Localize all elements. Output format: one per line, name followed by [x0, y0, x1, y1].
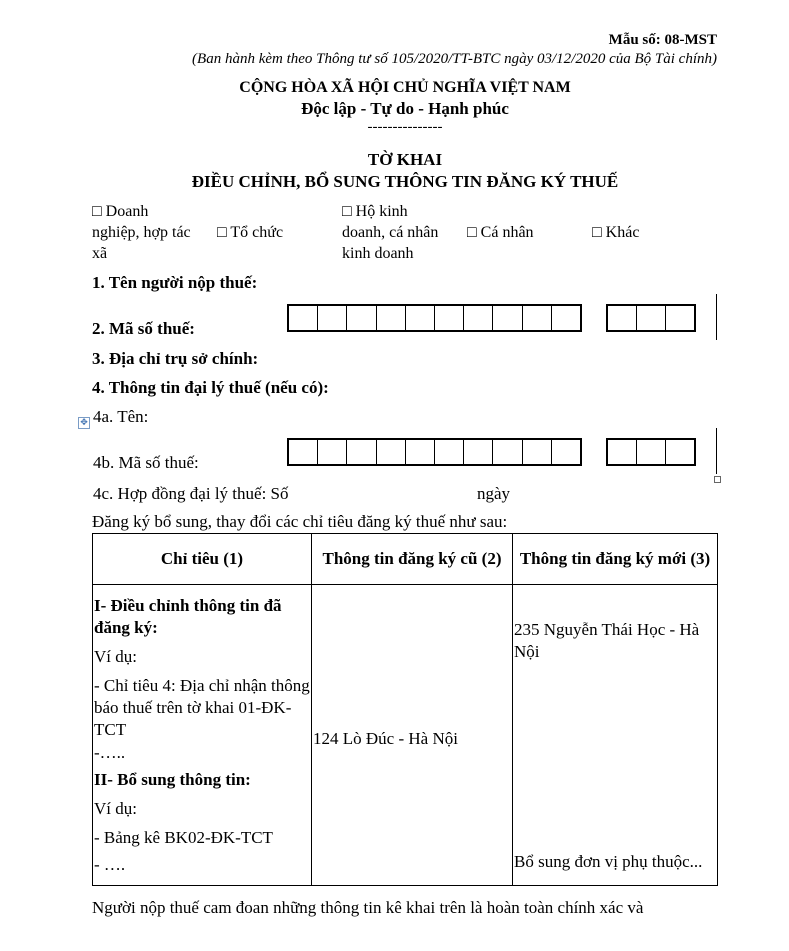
- form-number: Mẫu số: 08-MST: [608, 32, 717, 48]
- motto: Độc lập - Tự do - Hạnh phúc: [301, 99, 509, 118]
- form-title: TỜ KHAI: [367, 150, 443, 169]
- table-resize-handle-icon[interactable]: [714, 476, 721, 483]
- type-household-label: Hộ kinh: [355, 203, 408, 220]
- type-enterprise-label: Doanh: [105, 203, 149, 220]
- checkbox-icon[interactable]: □: [92, 203, 102, 220]
- type-organization-label: Tổ chức: [230, 224, 284, 241]
- table-move-handle-icon[interactable]: ✥: [78, 417, 90, 429]
- checkbox-icon[interactable]: □: [217, 224, 227, 241]
- nation-name: CỘNG HÒA XÃ HỘI CHỦ NGHĨA VIỆT NAM: [239, 79, 571, 96]
- new-address-value: 235 Nguyễn Thái Học - Hà Nội: [514, 620, 700, 662]
- form-subtitle: ĐIỀU CHỈNH, BỔ SUNG THÔNG TIN ĐĂNG KÝ THUẾ: [191, 172, 619, 191]
- type-other-label: Khác: [605, 224, 640, 241]
- new-info-cell[interactable]: [513, 585, 718, 886]
- taxpayer-name-label: 1. Tên người nộp thuế:: [92, 273, 258, 292]
- example-label: Ví dụ:: [94, 798, 137, 818]
- header-divider: ---------------: [367, 119, 443, 135]
- criteria-dots: - ….: [94, 854, 126, 874]
- criteria-dots: -…..: [94, 742, 126, 762]
- type-other[interactable]: [592, 222, 639, 243]
- criteria-item: - Bảng kê BK02-ĐK-TCT: [94, 827, 273, 847]
- intro-text: Đăng ký bổ sung, thay đổi các chỉ tiêu đăng ký thuế như sau:: [92, 512, 508, 531]
- checkbox-icon[interactable]: □: [592, 224, 602, 241]
- tax-code-branch-boxes[interactable]: [606, 304, 696, 332]
- margin-line: [716, 428, 717, 474]
- agent-contract-label: 4c. Hợp đồng đại lý thuế: Số: [93, 484, 289, 503]
- checkbox-icon[interactable]: □: [467, 224, 477, 241]
- agent-contract-date-label: ngày: [477, 484, 511, 503]
- checkbox-icon[interactable]: □: [342, 203, 352, 220]
- header-criteria: Chỉ tiêu (1): [93, 534, 312, 585]
- type-enterprise[interactable]: [92, 201, 191, 264]
- header-new-info: Thông tin đăng ký mới (3): [513, 534, 718, 585]
- tax-code-label: 2. Mã số thuế:: [92, 319, 195, 338]
- example-label: Ví dụ:: [94, 647, 137, 667]
- type-enterprise-label-3: xã: [92, 245, 108, 262]
- supplement-value: Bổ sung đơn vị phụ thuộc...: [514, 852, 703, 871]
- old-address-value: 124 Lò Đúc - Hà Nội: [313, 728, 458, 748]
- agent-tax-code-boxes[interactable]: [287, 438, 582, 466]
- type-enterprise-label-2: nghiệp, hợp tác: [92, 224, 191, 241]
- footer-declaration: Người nộp thuế cam đoan những thông tin kê khai trên là hoàn toàn chính xác và: [92, 898, 644, 917]
- old-info-cell[interactable]: [312, 585, 513, 886]
- agent-name-label: 4a. Tên:: [93, 407, 149, 426]
- tax-code-boxes[interactable]: [287, 304, 582, 332]
- type-household-label-3: kinh doanh: [342, 245, 414, 262]
- tax-agent-info-label: 4. Thông tin đại lý thuế (nếu có):: [92, 378, 329, 397]
- type-household-label-2: doanh, cá nhân: [342, 224, 439, 241]
- header-old-info: Thông tin đăng ký cũ (2): [312, 534, 513, 585]
- type-household[interactable]: [342, 201, 438, 264]
- issued-by-note: (Ban hành kèm theo Thông tư số 105/2020/TT-BTC ngày 03/12/2020 của Bộ Tài chính): [192, 51, 717, 67]
- registration-table: [92, 533, 718, 886]
- section-adjust: I- Điều chỉnh thông tin đã đăng ký:: [94, 596, 282, 638]
- head-office-address-label: 3. Địa chỉ trụ sở chính:: [92, 349, 259, 368]
- type-individual-label: Cá nhân: [480, 224, 534, 241]
- agent-tax-code-branch-boxes[interactable]: [606, 438, 696, 466]
- margin-line: [716, 294, 717, 340]
- type-organization[interactable]: [217, 222, 283, 243]
- type-individual[interactable]: [467, 222, 534, 243]
- criteria-item: - Chỉ tiêu 4: Địa chỉ nhận thông báo thuế trên tờ khai 01-ĐK-TCT: [94, 676, 310, 740]
- agent-tax-code-label: 4b. Mã số thuế:: [93, 453, 199, 472]
- criteria-cell[interactable]: [93, 585, 312, 886]
- section-supplement: II- Bổ sung thông tin:: [94, 769, 251, 789]
